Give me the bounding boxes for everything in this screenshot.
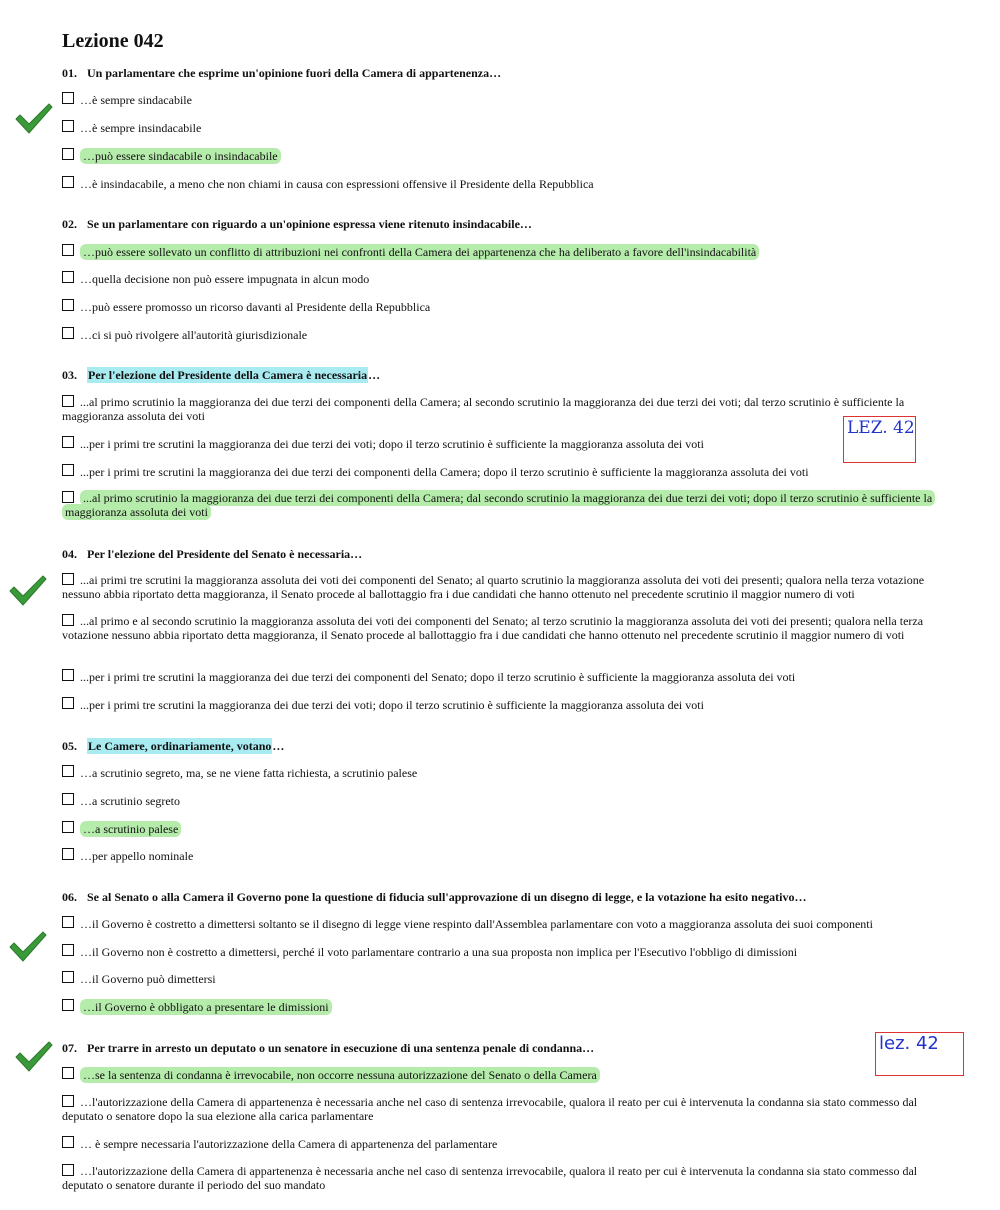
answer-option[interactable] xyxy=(62,176,940,191)
answer-text-part: ...al primo scrutinio la maggioranza dei due terzi dei componenti della Camera; al secondo scrutinio la maggioranza dei due terzi dei voti; dal terzo scrutinio è sufficiente la maggioranza assoluta dei voti xyxy=(62,395,905,423)
answer-text-part: …può essere promosso un ricorso davanti al Presidente della Repubblica xyxy=(80,300,431,314)
answer-option[interactable] xyxy=(62,765,940,780)
answer-text-part: ...per i primi tre scrutini la maggioranza dei due terzi dei componenti della Camera; dopo il terzo scrutinio è sufficiente la maggioranza assoluta dei voti xyxy=(80,465,809,479)
question-text-ellipsis: … xyxy=(368,368,381,382)
answer-text xyxy=(62,327,940,342)
answer-checkbox[interactable] xyxy=(62,1067,74,1079)
answer-option[interactable] xyxy=(62,271,940,286)
check-mark-icon xyxy=(14,102,54,134)
question-text: Un parlamentare che esprime un'opinione fuori della Camera di appartenenza… xyxy=(87,66,502,80)
answer-text xyxy=(62,491,940,519)
answer-text xyxy=(62,821,940,836)
question-text: Per l'elezione del Presidente del Senato è necessaria… xyxy=(87,547,363,561)
answer-text xyxy=(62,999,940,1014)
answer-text xyxy=(62,148,940,163)
answer-option[interactable] xyxy=(62,148,940,163)
correct-answer-highlight: …può essere sollevato un conflitto di attribuzioni nei confronti della Camera dei appartenenza che ha deliberato a favore dell'insindacabilità xyxy=(80,244,759,260)
answer-option[interactable] xyxy=(62,92,940,107)
answer-text-part: …il Governo non è costretto a dimettersi, perché il voto parlamentare contrario a una sua proposta non implica per l'Esecutivo l'obbligo di dimissioni xyxy=(80,945,798,959)
question-5 xyxy=(62,739,284,754)
answer-text xyxy=(62,271,940,286)
answer-text xyxy=(62,916,940,931)
question-text: Per trarre in arresto un deputato o un senatore in esecuzione di una sentenza penale di condanna… xyxy=(87,1041,595,1055)
answer-option[interactable] xyxy=(62,944,940,959)
answer-option[interactable] xyxy=(62,971,940,986)
answer-option[interactable] xyxy=(62,1164,940,1192)
answer-checkbox[interactable] xyxy=(62,491,74,503)
answer-option[interactable] xyxy=(62,120,940,135)
answer-text-part: ...per i primi tre scrutini la maggioranza dei due terzi dei voti; dopo il terzo scrutinio è sufficiente la maggioranza assoluta dei voti xyxy=(80,437,704,451)
question-text-highlighted: Per l'elezione del Presidente della Camera è necessaria xyxy=(88,368,368,382)
answer-checkbox[interactable] xyxy=(62,464,74,476)
answer-option[interactable] xyxy=(62,1095,940,1123)
answer-text xyxy=(62,669,940,684)
answer-checkbox[interactable] xyxy=(62,271,74,283)
question-7 xyxy=(62,1041,594,1056)
correct-answer-highlight: …se la sentenza di condanna è irrevocabile, non occorre nessuna autorizzazione del Senato o della Camera xyxy=(80,1067,600,1083)
page-title: Lezione 042 xyxy=(62,30,164,52)
answer-text-part: ...per i primi tre scrutini la maggioranza dei due terzi dei voti; dopo il terzo scrutinio è sufficiente la maggioranza assoluta dei voti xyxy=(80,698,704,712)
answer-text xyxy=(62,697,940,712)
answer-option[interactable] xyxy=(62,327,940,342)
question-text: Se un parlamentare con riguardo a un'opinione espressa viene ritenuto insindacabile… xyxy=(87,217,532,231)
question-number: 06. xyxy=(62,890,77,904)
answer-checkbox[interactable] xyxy=(62,299,74,311)
correct-answer-highlight: …a scrutinio palese xyxy=(80,821,181,837)
answer-option[interactable] xyxy=(62,614,940,642)
answer-text-part: …a scrutinio segreto, ma, se ne viene fatta richiesta, a scrutinio palese xyxy=(80,766,418,780)
answer-text xyxy=(62,573,940,601)
answer-text-part: …a scrutinio segreto xyxy=(80,794,180,808)
correct-answer-highlight: ...al primo scrutinio la maggioranza dei due terzi dei componenti della Camera; dal secondo scrutinio la maggioranza dei due terzi dei voti; dopo il terzo scrutinio è sufficiente la maggioranza assoluta dei voti xyxy=(62,490,935,520)
answer-checkbox[interactable] xyxy=(62,148,74,160)
answer-text-part: …il Governo è costretto a dimettersi soltanto se il disegno di legge viene respinto dall'Assemblea parlamentare con voto a maggioranza assoluta dei suoi componenti xyxy=(80,917,873,931)
answer-checkbox[interactable] xyxy=(62,1164,74,1176)
answer-checkbox[interactable] xyxy=(62,944,74,956)
handwritten-note-lez-42: LEZ. 42 xyxy=(843,416,916,463)
answer-option[interactable] xyxy=(62,244,940,259)
answer-option[interactable] xyxy=(62,697,940,712)
question-4 xyxy=(62,547,362,562)
answer-option[interactable] xyxy=(62,436,940,451)
answer-option[interactable] xyxy=(62,848,940,863)
answer-checkbox[interactable] xyxy=(62,573,74,585)
answer-text-part: ...ai primi tre scrutini la maggioranza assoluta dei voti dei componenti del Senato; al quarto scrutinio la maggioranza assoluta dei voti dei presenti; qualora nella terza votazione nessuno abbia riportato detta maggioranza, il Senato procede al ballottaggio fra i due candidati che hanno ottenuto nel precedente scrutinio il maggior numero di voti xyxy=(62,573,925,601)
question-6 xyxy=(62,890,806,905)
answer-checkbox[interactable] xyxy=(62,120,74,132)
answer-checkbox[interactable] xyxy=(62,971,74,983)
answer-text xyxy=(62,395,940,423)
answer-checkbox[interactable] xyxy=(62,765,74,777)
answer-checkbox[interactable] xyxy=(62,669,74,681)
question-number: 01. xyxy=(62,66,77,80)
answer-text-part: …quella decisione non può essere impugnata in alcun modo xyxy=(80,272,370,286)
question-number: 07. xyxy=(62,1041,77,1055)
answer-option[interactable] xyxy=(62,395,940,423)
question-number: 05. xyxy=(62,739,77,753)
answer-option[interactable] xyxy=(62,1067,940,1082)
answer-text xyxy=(62,120,940,135)
answer-text-part: …il Governo può dimettersi xyxy=(80,972,216,986)
question-text-highlighted: Le Camere, ordinariamente, votano xyxy=(88,739,272,753)
answer-option[interactable] xyxy=(62,999,940,1014)
answer-checkbox[interactable] xyxy=(62,92,74,104)
answer-text xyxy=(62,464,940,479)
answer-checkbox[interactable] xyxy=(62,1095,74,1107)
answer-text-part: …è sempre insindacabile xyxy=(80,121,202,135)
answer-checkbox[interactable] xyxy=(62,176,74,188)
answer-text-part: ...al primo e al secondo scrutinio la maggioranza assoluta dei voti dei componenti del Senato; al terzo scrutinio la maggioranza assoluta dei voti dei presenti; qualora nella terza votazione nessuno abbia riportato detta maggioranza, il Senato procede al ballottaggio fra i due candidati che hanno ottenuto nel precedente scrutinio il maggior numero di voti xyxy=(62,614,924,642)
answer-text xyxy=(62,793,940,808)
check-mark-icon xyxy=(8,574,48,606)
question-number: 03. xyxy=(62,368,77,382)
question-1 xyxy=(62,66,501,81)
answer-text xyxy=(62,971,940,986)
answer-text-part: …l'autorizzazione della Camera di appartenenza è necessaria anche nel caso di sentenza irrevocabile, qualora il reato per cui è intervenuta la condanna sia stato commesso dal deputato o senatore durante il periodo del suo mandato xyxy=(62,1164,918,1192)
answer-text-part: …è sempre sindacabile xyxy=(80,93,192,107)
answer-text xyxy=(62,92,940,107)
answer-text-part: … è sempre necessaria l'autorizzazione della Camera di appartenenza del parlamentare xyxy=(80,1137,498,1151)
answer-checkbox[interactable] xyxy=(62,436,74,448)
answer-text xyxy=(62,1095,940,1123)
check-mark-icon xyxy=(14,1040,54,1072)
handwritten-note-lez-42-lower: lez. 42 xyxy=(875,1032,964,1076)
answer-option[interactable] xyxy=(62,916,940,931)
answer-option[interactable] xyxy=(62,491,940,519)
answer-checkbox[interactable] xyxy=(62,244,74,256)
answer-text xyxy=(62,944,940,959)
question-text-ellipsis: … xyxy=(272,739,285,753)
answer-checkbox[interactable] xyxy=(62,697,74,709)
answer-option[interactable] xyxy=(62,793,940,808)
check-mark-icon xyxy=(8,930,48,962)
correct-answer-highlight: …il Governo è obbligato a presentare le dimissioni xyxy=(80,999,332,1015)
answer-text xyxy=(62,765,940,780)
answer-text-part: …è insindacabile, a meno che non chiami in causa con espressioni offensive il Presidente della Repubblica xyxy=(80,177,594,191)
question-2 xyxy=(62,217,532,232)
answer-text-part: …ci si può rivolgere all'autorità giurisdizionale xyxy=(80,328,308,342)
question-number: 02. xyxy=(62,217,77,231)
answer-checkbox[interactable] xyxy=(62,395,74,407)
answer-checkbox[interactable] xyxy=(62,614,74,626)
question-3 xyxy=(62,368,380,383)
question-number: 04. xyxy=(62,547,77,561)
answer-text-part: ...per i primi tre scrutini la maggioranza dei due terzi dei componenti del Senato; dopo il terzo scrutinio è sufficiente la maggioranza assoluta dei voti xyxy=(80,670,796,684)
answer-text xyxy=(62,176,940,191)
answer-text xyxy=(62,1164,940,1192)
correct-answer-highlight: …può essere sindacabile o insindacabile xyxy=(80,148,281,164)
answer-option[interactable] xyxy=(62,573,940,601)
answer-checkbox[interactable] xyxy=(62,327,74,339)
answer-text xyxy=(62,436,940,451)
answer-text xyxy=(62,1136,940,1151)
question-text: Se al Senato o alla Camera il Governo pone la questione di fiducia sull'approvazione di un disegno di legge, e la votazione ha esito negativo… xyxy=(87,890,807,904)
answer-text xyxy=(62,614,940,642)
answer-text xyxy=(62,848,940,863)
answer-checkbox[interactable] xyxy=(62,916,74,928)
answer-checkbox[interactable] xyxy=(62,999,74,1011)
answer-text xyxy=(62,1067,940,1082)
answer-text xyxy=(62,244,940,259)
answer-text xyxy=(62,299,940,314)
answer-checkbox[interactable] xyxy=(62,1136,74,1148)
answer-checkbox[interactable] xyxy=(62,848,74,860)
answer-option[interactable] xyxy=(62,299,940,314)
answer-checkbox[interactable] xyxy=(62,821,74,833)
answer-option[interactable] xyxy=(62,821,940,836)
answer-text-part: …l'autorizzazione della Camera di appartenenza è necessaria anche nel caso di sentenza irrevocabile, qualora il reato per cui è intervenuta la condanna sia stato commesso dal deputato o senatore dopo la sua elezione alla carica parlamentare xyxy=(62,1095,918,1123)
answer-checkbox[interactable] xyxy=(62,793,74,805)
answer-option[interactable] xyxy=(62,464,940,479)
answer-text-part: …per appello nominale xyxy=(80,849,194,863)
answer-option[interactable] xyxy=(62,1136,940,1151)
answer-option[interactable] xyxy=(62,669,940,684)
